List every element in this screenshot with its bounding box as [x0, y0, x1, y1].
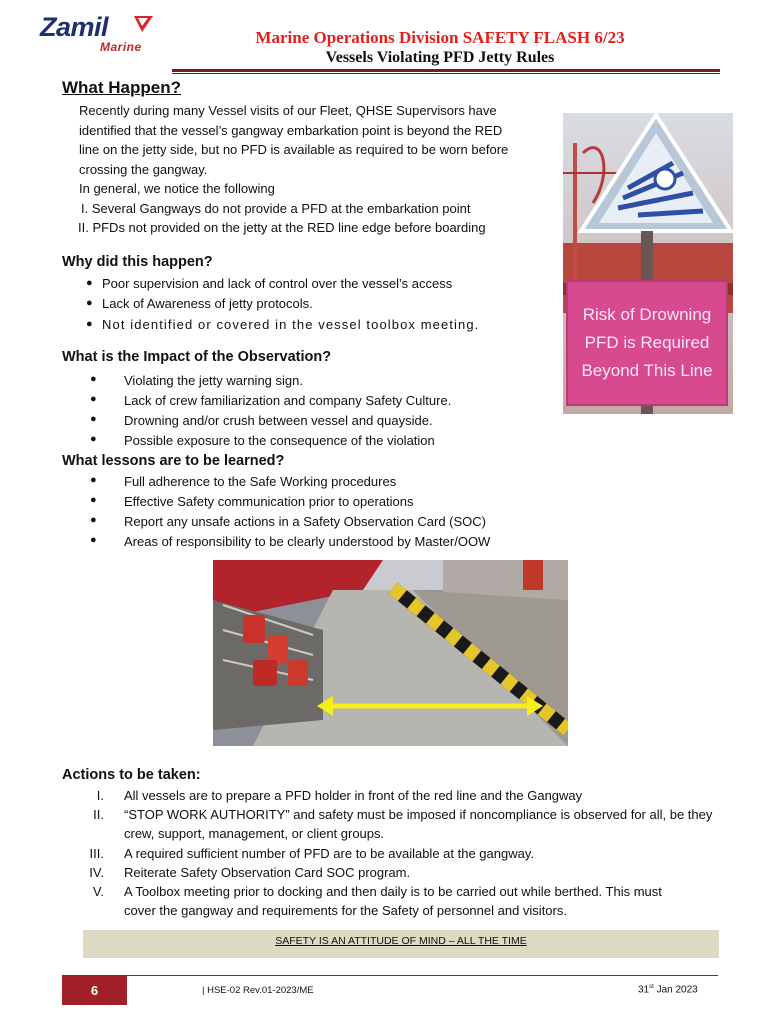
action-text-line: Reiterate Safety Observation Card SOC program. [124, 865, 411, 880]
page-number: 6 [62, 976, 127, 1005]
list-item: II. PFDs not provided on the jetty at the RED line edge before boarding [78, 220, 486, 235]
list-item [90, 494, 414, 509]
action-number: I. [96, 788, 104, 803]
action-item [96, 787, 730, 806]
bullet-icon: ● [90, 373, 97, 385]
list-item [90, 514, 487, 529]
sign-text-line: Beyond This Line [581, 361, 713, 380]
logo-flag-icon [132, 14, 154, 34]
action-text-line: All vessels are to prepare a PFD holder in front of the red line and the Gangway [124, 788, 583, 803]
section-heading-lessons: What lessons are to be learned? [62, 453, 285, 469]
action-number: IV. [89, 865, 104, 880]
list-item-text: Possible exposure to the consequence of the violation [124, 433, 435, 448]
company-logo [40, 12, 160, 54]
section-heading-why: Why did this happen? [62, 254, 213, 270]
warning-sign-photo [563, 113, 733, 414]
bullet-icon: ● [86, 318, 93, 330]
list-item-text: Lack of crew familiarization and company Safety Culture. [124, 393, 452, 408]
jetty-gangway-photo [213, 560, 568, 746]
list-item-text: Not identified or covered in the vessel toolbox meeting. [102, 317, 480, 332]
action-text-line: “STOP WORK AUTHORITY” and safety must be imposed if noncompliance is observed for all, be they [124, 807, 713, 822]
sign-text-line: PFD is Required [584, 333, 710, 352]
list-item-text: Violating the jetty warning sign. [124, 373, 303, 388]
action-text-line: cover the gangway and requirements for the Safety of personnel and visitors. [124, 902, 567, 918]
bullet-icon: ● [90, 534, 97, 546]
list-item [86, 294, 313, 314]
list-item-text: Lack of Awareness of jetty protocols. [102, 296, 313, 311]
action-text-line: A required sufficient number of PFD are to be available at the gangway. [124, 846, 534, 861]
section-heading-what-happen: What Happen? [62, 78, 181, 97]
list-item-text: Poor supervision and lack of control over the vessel’s access [102, 276, 453, 291]
paragraph-line: identified that the vessel’s gangway embarkation point is beyond the RED [79, 122, 503, 138]
list-item [86, 274, 453, 294]
paragraph-line: Recently during many Vessel visits of our Fleet, QHSE Supervisors have [79, 103, 497, 118]
list-item [90, 393, 452, 408]
bullet-icon: ● [86, 277, 93, 289]
action-number: III. [89, 846, 104, 861]
action-item [89, 845, 730, 864]
date-suffix: st [649, 984, 654, 990]
action-number: V. [92, 884, 104, 899]
list-item-text: Drowning and/or crush between vessel and quayside. [124, 413, 433, 428]
document-reference: | HSE-02 Rev.01-2023/ME [202, 985, 314, 996]
list-item-text: Report any unsafe actions in a Safety Observation Card (SOC) [124, 514, 487, 529]
date-day: 31 [638, 984, 650, 996]
action-text-line: A Toolbox meeting prior to docking and then daily is to be carried out while berthed. This must [124, 884, 662, 899]
action-item [92, 883, 730, 920]
list-item [86, 315, 480, 335]
list-item [90, 534, 491, 549]
page-title: Marine Operations Division SAFETY FLASH 6/23 [255, 28, 625, 47]
bullet-icon: ● [90, 494, 97, 506]
paragraph-line: line on the jetty side, but no PFD is available as required to be worn before [79, 142, 509, 158]
jetty-illustration [213, 560, 568, 746]
list-item [90, 413, 433, 428]
safety-slogan-banner: SAFETY IS AN ATTITUDE OF MIND – ALL THE TIME [83, 930, 719, 958]
list-item [90, 433, 435, 448]
logo-brand: Zamil [40, 12, 109, 42]
action-item [93, 806, 730, 843]
section-heading-actions: Actions to be taken: [62, 767, 201, 783]
header-divider-thin [172, 73, 720, 74]
bullet-icon: ● [86, 297, 93, 309]
list-item-text: Full adherence to the Safe Working procedures [124, 474, 397, 489]
bullet-icon: ● [90, 474, 97, 486]
paragraph-line: In general, we notice the following [79, 181, 275, 197]
footer-divider [62, 975, 718, 976]
document-date [638, 984, 698, 995]
action-item [89, 864, 730, 883]
what-happen-paragraph [79, 101, 549, 199]
warning-sign-illustration [563, 113, 733, 414]
bullet-icon: ● [90, 393, 97, 405]
date-rest: Jan 2023 [653, 984, 698, 996]
bullet-icon: ● [90, 413, 97, 425]
list-item [90, 373, 303, 388]
sign-text-line: Risk of Drowning [582, 305, 712, 324]
page-subtitle: Vessels Violating PFD Jetty Rules [325, 49, 555, 66]
list-item-text: Effective Safety communication prior to operations [124, 494, 414, 509]
action-number: II. [93, 807, 104, 822]
list-item: I. Several Gangways do not provide a PFD at the embarkation point [81, 201, 471, 216]
logo-division: Marine [100, 40, 142, 54]
bullet-icon: ● [90, 433, 97, 445]
list-item [90, 474, 397, 489]
action-text-line: crew, support, management, or client groups. [124, 825, 385, 841]
bullet-icon: ● [90, 514, 97, 526]
section-heading-impact: What is the Impact of the Observation? [62, 349, 332, 365]
paragraph-line: crossing the gangway. [79, 161, 208, 177]
list-item-text: Areas of responsibility to be clearly understood by Master/OOW [124, 534, 491, 549]
header-divider [172, 69, 720, 72]
